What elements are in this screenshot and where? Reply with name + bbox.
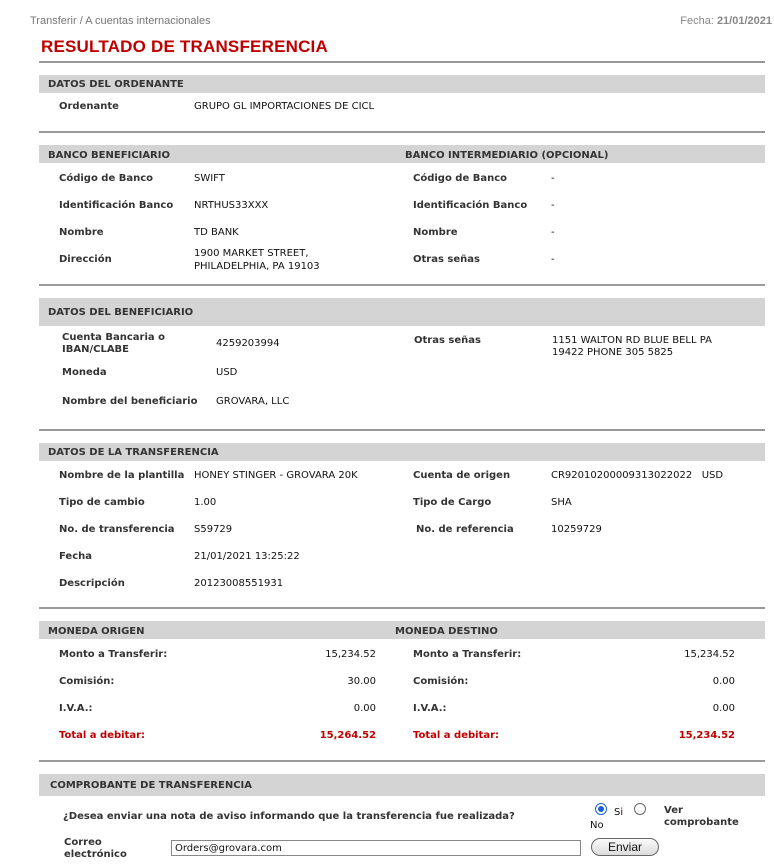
plantilla-label: Nombre de la plantilla: [59, 470, 185, 481]
moneda-value: USD: [216, 367, 238, 378]
radio-si-label: Si: [614, 807, 624, 818]
origen-monto-value: 15,234.52: [325, 649, 376, 660]
numero-transferencia-label: No. de transferencia: [59, 524, 175, 535]
section-title-beneficiario: DATOS DEL BENEFICIARIO: [48, 307, 194, 318]
banco-nombre-value: TD BANK: [194, 227, 239, 238]
banco-ident-label: Identificación Banco: [59, 200, 174, 211]
intermediario-nombre-label: Nombre: [413, 227, 458, 238]
moneda-label: Moneda: [62, 367, 107, 378]
section-title-ordenante: DATOS DEL ORDENANTE: [48, 79, 184, 90]
origen-comision-value: 30.00: [347, 676, 376, 687]
section-divider: [39, 131, 765, 133]
intermediario-otras-label: Otras señas: [413, 254, 480, 265]
destino-comision-value: 0.00: [712, 676, 735, 687]
ordenante-value: GRUPO GL IMPORTACIONES DE CICL: [194, 101, 375, 112]
banco-codigo-label: Código de Banco: [59, 173, 154, 184]
section-divider: [39, 760, 765, 762]
destino-monto-label: Monto a Transferir:: [413, 649, 522, 660]
beneficiario-otras-line1: 1151 WALTON RD BLUE BELL PA: [552, 335, 712, 346]
page-title: RESULTADO DE TRANSFERENCIA: [41, 37, 328, 56]
beneficiario-nombre-label: Nombre del beneficiario: [62, 396, 198, 407]
banco-direccion-label: Dirección: [59, 254, 112, 265]
destino-total-label: Total a debitar:: [413, 730, 500, 741]
origen-monto-label: Monto a Transferir:: [59, 649, 168, 660]
cuenta-origen-label: Cuenta de origen: [413, 470, 511, 481]
origen-comision-label: Comisión:: [59, 676, 115, 687]
enviar-button[interactable]: Enviar: [591, 838, 659, 856]
intermediario-ident-value: -: [551, 200, 555, 211]
correo-input[interactable]: [171, 840, 581, 856]
section-divider: [39, 429, 765, 431]
banco-direccion-line2: PHILADELPHIA, PA 19103: [194, 261, 320, 272]
referencia-value: 10259729: [551, 524, 602, 535]
cambio-value: 1.00: [194, 497, 217, 508]
cuenta-origen-value: CR92010200009313022022 USD: [551, 470, 724, 481]
beneficiario-otras-label: Otras señas: [414, 335, 481, 346]
ordenante-label: Ordenante: [59, 101, 119, 112]
intermediario-nombre-value: -: [551, 227, 555, 238]
tipo-cargo-value: SHA: [551, 497, 572, 508]
radio-no-label: No: [590, 820, 604, 831]
destino-iva-label: I.V.A.:: [413, 703, 447, 714]
destino-iva-value: 0.00: [712, 703, 735, 714]
beneficiario-otras-line2: 19422 PHONE 305 5825: [552, 347, 674, 358]
intermediario-codigo-label: Código de Banco: [413, 173, 508, 184]
banco-nombre-label: Nombre: [59, 227, 104, 238]
plantilla-value: HONEY STINGER - GROVARA 20K: [194, 470, 358, 481]
cuenta-label-line1: Cuenta Bancaria o: [62, 332, 165, 343]
cuenta-value: 4259203994: [216, 338, 280, 349]
cuenta-label-line2: IBAN/CLABE: [62, 344, 130, 355]
descripcion-value: 20123008551931: [194, 578, 284, 589]
breadcrumb: Transferir / A cuentas internacionales: [30, 15, 211, 27]
banco-ident-value: NRTHUS33XXX: [194, 200, 269, 211]
aviso-question: ¿Desea enviar una nota de aviso informando que la transferencia fue realizada?: [63, 811, 515, 822]
origen-iva-value: 0.00: [353, 703, 376, 714]
radio-si[interactable]: [595, 803, 607, 815]
ver-comprobante-link-line1[interactable]: Ver: [664, 805, 683, 816]
section-title-moneda-origen: MONEDA ORIGEN: [48, 626, 145, 637]
date-label: Fecha:: [680, 15, 714, 27]
cambio-label: Tipo de cambio: [59, 497, 145, 508]
destino-comision-label: Comisión:: [413, 676, 469, 687]
origen-total-value: 15,264.52: [319, 730, 376, 741]
section-divider: [39, 61, 765, 63]
destino-monto-value: 15,234.52: [684, 649, 735, 660]
section-divider: [39, 607, 765, 609]
origen-total-label: Total a debitar:: [59, 730, 146, 741]
intermediario-ident-label: Identificación Banco: [413, 200, 528, 211]
header-date: [680, 15, 772, 27]
transferencia-fecha-label: Fecha: [59, 551, 93, 562]
origen-iva-label: I.V.A.:: [59, 703, 93, 714]
correo-label-line2: electrónico: [64, 849, 127, 860]
beneficiario-nombre-value: GROVARA, LLC: [216, 396, 290, 407]
date-value: 21/01/2021: [716, 15, 772, 27]
intermediario-otras-value: -: [551, 254, 555, 265]
ver-comprobante-link-line2[interactable]: comprobante: [664, 817, 739, 828]
correo-label-line1: Correo: [64, 837, 102, 848]
section-title-moneda-destino: MONEDA DESTINO: [395, 626, 498, 637]
tipo-cargo-label: Tipo de Cargo: [413, 497, 492, 508]
section-title-banco-intermediario: BANCO INTERMEDIARIO (OPCIONAL): [405, 150, 609, 161]
numero-transferencia-value: S59729: [194, 524, 233, 535]
intermediario-codigo-value: -: [551, 173, 555, 184]
radio-no[interactable]: [634, 803, 646, 815]
descripcion-label: Descripción: [59, 578, 125, 589]
destino-total-value: 15,234.52: [678, 730, 735, 741]
section-title-transferencia: DATOS DE LA TRANSFERENCIA: [48, 447, 219, 458]
transferencia-fecha-value: 21/01/2021 13:25:22: [194, 551, 300, 562]
referencia-label: No. de referencia: [416, 524, 514, 535]
section-divider: [39, 284, 765, 286]
section-title-comprobante: COMPROBANTE DE TRANSFERENCIA: [50, 780, 252, 791]
banco-direccion-line1: 1900 MARKET STREET,: [194, 248, 309, 259]
section-title-banco-beneficiario: BANCO BENEFICIARIO: [48, 150, 170, 161]
banco-codigo-value: SWIFT: [194, 173, 225, 184]
